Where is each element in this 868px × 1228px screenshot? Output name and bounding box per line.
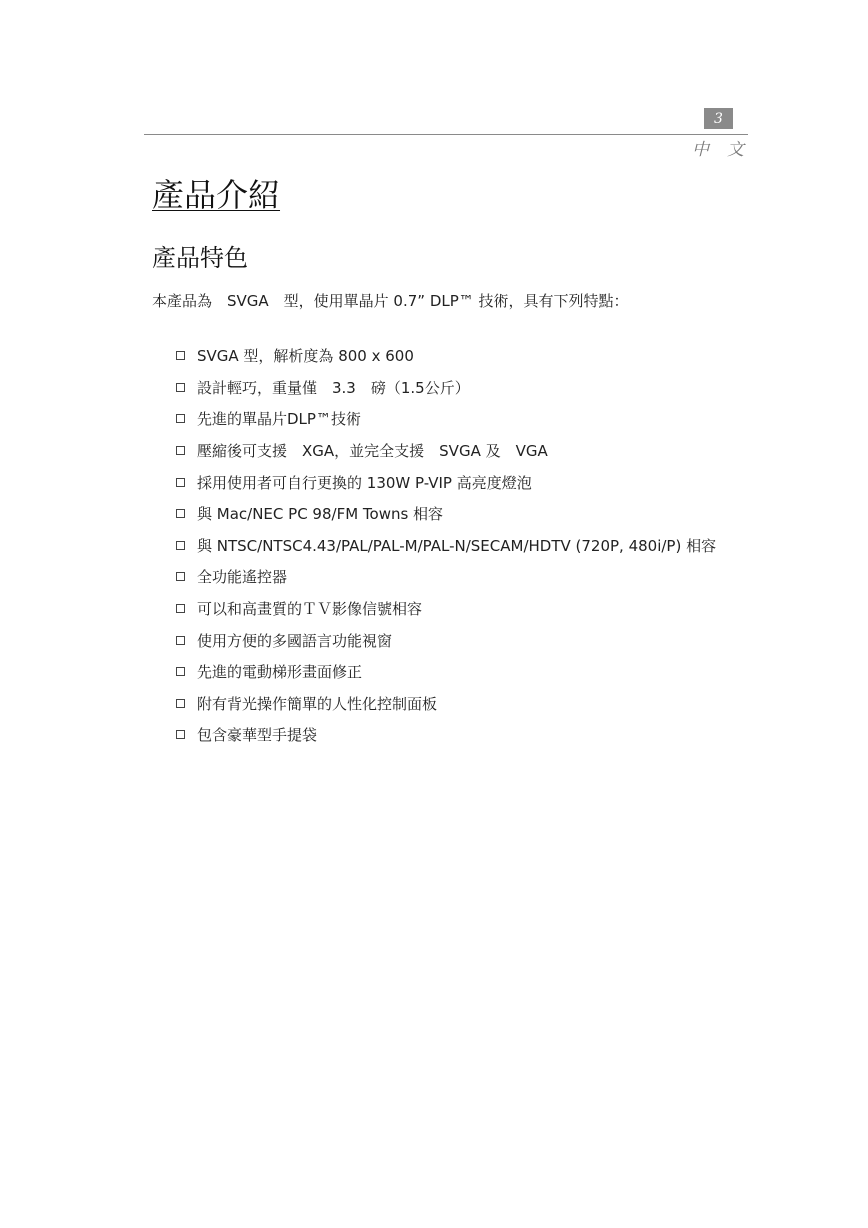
- feature-text: 可以和高畫質的ＴＶ影像信號相容: [197, 600, 423, 619]
- section-title: 產品特色: [152, 244, 248, 272]
- checkbox-bullet-icon: [176, 351, 185, 360]
- list-item: [174, 530, 716, 562]
- list-item: [174, 340, 716, 372]
- feature-text: 採用使用者可自行更換的 130W P-VIP 高亮度燈泡: [197, 473, 532, 492]
- feature-text: 先進的電動梯形畫面修正: [197, 663, 363, 682]
- intro-text: 本產品為 SVGA 型，使用單晶片 0.7” DLP™ 技術，具有下列特點：: [152, 292, 629, 310]
- feature-text: 與 Mac/NEC PC 98/FM Towns 相容: [197, 505, 444, 524]
- page-title: 產品介紹: [152, 176, 281, 214]
- checkbox-bullet-icon: [176, 478, 185, 487]
- checkbox-bullet-icon: [176, 572, 185, 581]
- list-item: [174, 498, 716, 530]
- list-item: [174, 593, 716, 625]
- checkbox-bullet-icon: [176, 446, 185, 455]
- header-divider: [144, 134, 748, 135]
- feature-text: 設計輕巧，重量僅 3.3 磅（1.5公斤）: [197, 378, 470, 397]
- checkbox-bullet-icon: [176, 509, 185, 518]
- list-item: [174, 719, 716, 751]
- list-item: [174, 561, 716, 593]
- list-item: [174, 435, 716, 467]
- feature-list: [174, 340, 716, 751]
- list-item: [174, 656, 716, 688]
- checkbox-bullet-icon: [176, 699, 185, 708]
- list-item: [174, 466, 716, 498]
- checkbox-bullet-icon: [176, 414, 185, 423]
- list-item: [174, 688, 716, 720]
- feature-text: 與 NTSC/NTSC4.43/PAL/PAL-M/PAL-N/SECAM/HDTV (720P, 480i/P) 相容: [197, 536, 717, 555]
- checkbox-bullet-icon: [176, 541, 185, 550]
- list-item: [174, 403, 716, 435]
- checkbox-bullet-icon: [176, 604, 185, 613]
- list-item: [174, 372, 716, 404]
- feature-text: 使用方便的多國語言功能視窗: [197, 631, 393, 650]
- checkbox-bullet-icon: [176, 667, 185, 676]
- feature-text: 附有背光操作簡單的人性化控制面板: [197, 694, 438, 713]
- list-item: [174, 624, 716, 656]
- checkbox-bullet-icon: [176, 383, 185, 392]
- checkbox-bullet-icon: [176, 636, 185, 645]
- page-number: 3: [704, 108, 733, 129]
- feature-text: SVGA 型，解析度為 800 x 600: [197, 347, 414, 366]
- feature-text: 壓縮後可支援 XGA，並完全支援 SVGA 及 VGA: [197, 442, 548, 461]
- checkbox-bullet-icon: [176, 730, 185, 739]
- feature-text: 先進的單晶片DLP™技術: [197, 410, 361, 429]
- feature-text: 全功能遙控器: [197, 568, 288, 587]
- feature-text: 包含豪華型手提袋: [197, 726, 318, 745]
- language-label: 中文: [692, 140, 762, 160]
